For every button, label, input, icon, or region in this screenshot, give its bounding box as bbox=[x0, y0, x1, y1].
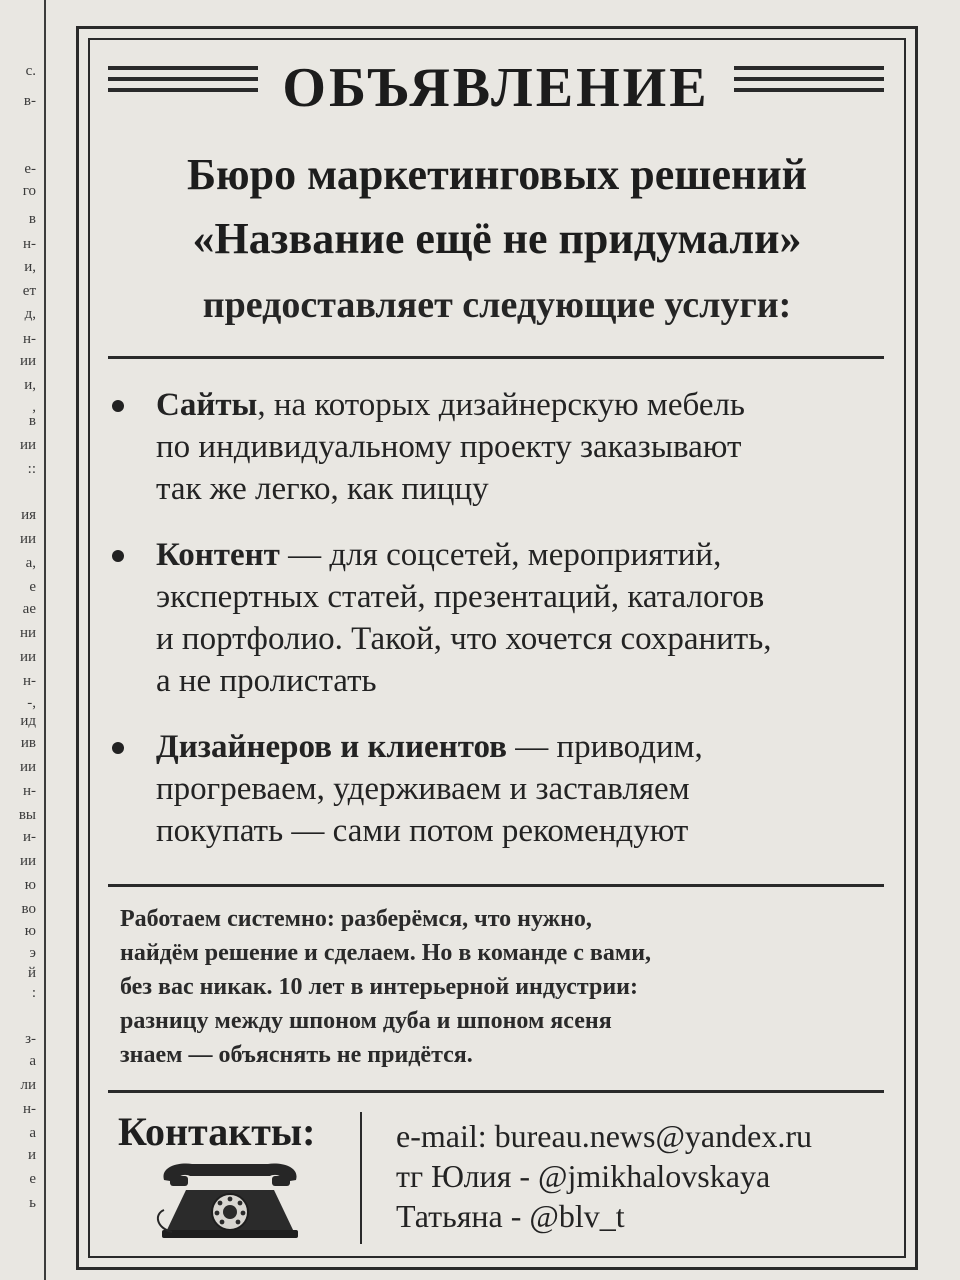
text-fragment: н- bbox=[22, 1101, 36, 1117]
service-title: Дизайнеров и клиентов bbox=[156, 729, 507, 765]
bullet-icon bbox=[112, 550, 124, 562]
text-fragment: -, bbox=[27, 695, 36, 711]
text-fragment: й bbox=[27, 965, 36, 981]
service-line: — для соцсетей, мероприятий, bbox=[279, 537, 722, 573]
text-fragment: го bbox=[22, 183, 36, 199]
service-line: и портфолио. Такой, что хочется сохранить, bbox=[156, 621, 772, 657]
text-fragment: ь bbox=[29, 1195, 36, 1211]
text-fragment: и, bbox=[24, 259, 36, 275]
about-line: разницу между шпоном дуба и шпоном ясеня bbox=[120, 1008, 612, 1034]
text-fragment: в bbox=[28, 211, 36, 227]
decorative-rule-right bbox=[734, 66, 884, 94]
bureau-quoted-name: «Название ещё не придумали» bbox=[192, 214, 802, 263]
text-fragment: и, bbox=[24, 377, 36, 393]
text-fragment: ае bbox=[22, 601, 36, 617]
about-line: найдём решение и сделаем. Но в команде с вами, bbox=[120, 940, 652, 966]
text-fragment: : bbox=[31, 985, 36, 1001]
text-fragment: е bbox=[29, 1171, 36, 1187]
decorative-rule-left bbox=[108, 66, 258, 94]
text-fragment: е- bbox=[24, 161, 36, 177]
service-title: Сайты bbox=[156, 387, 258, 423]
contact-email: e-mail: bureau.news@yandex.ru bbox=[396, 1118, 812, 1154]
text-fragment: а bbox=[29, 1125, 36, 1141]
service-line: экспертных статей, презентаций, каталогов bbox=[156, 579, 765, 615]
text-fragment: з- bbox=[25, 1031, 36, 1047]
text-fragment: в bbox=[28, 413, 36, 429]
service-line: — приводим, bbox=[507, 729, 703, 765]
section-divider bbox=[108, 884, 884, 887]
advertisement-heading bbox=[108, 56, 884, 122]
service-line: а не пролистать bbox=[156, 663, 377, 699]
service-title: Контент bbox=[156, 537, 280, 573]
section-divider bbox=[108, 356, 884, 359]
text-fragment: во bbox=[21, 901, 36, 917]
about-line: знаем — объяснять не придётся. bbox=[120, 1042, 473, 1068]
text-fragment: н- bbox=[22, 673, 36, 689]
contact-telegram-tatyana: Татьяна - @blv_t bbox=[396, 1198, 625, 1234]
rotary-telephone-icon bbox=[150, 1158, 310, 1240]
service-line: так же легко, как пиццу bbox=[156, 471, 489, 507]
text-fragment: д, bbox=[24, 306, 36, 322]
text-fragment: ни bbox=[19, 625, 36, 641]
text-fragment: :: bbox=[27, 461, 36, 477]
contacts-label: Контакты: bbox=[118, 1109, 316, 1154]
service-line: покупать — сами потом рекомендуют bbox=[156, 813, 689, 849]
text-fragment: вы bbox=[18, 807, 36, 823]
service-text bbox=[156, 384, 856, 510]
bullet-icon bbox=[112, 400, 124, 412]
column-divider bbox=[44, 0, 46, 1280]
contacts-divider bbox=[360, 1112, 362, 1244]
service-line: , на которых дизайнерскую мебель bbox=[257, 387, 745, 423]
text-fragment: ли bbox=[20, 1077, 36, 1093]
about-paragraph bbox=[120, 902, 860, 1072]
text-fragment: ии bbox=[19, 853, 36, 869]
text-fragment: ии bbox=[19, 531, 36, 547]
text-fragment: ии bbox=[19, 353, 36, 369]
about-line: Работаем системно: разберёмся, что нужно, bbox=[120, 906, 592, 932]
text-fragment: , bbox=[32, 399, 36, 415]
bureau-name-line: Бюро маркетинговых решений bbox=[186, 150, 808, 199]
text-fragment: ии bbox=[19, 649, 36, 665]
text-fragment: ии bbox=[19, 759, 36, 775]
text-fragment: н- bbox=[22, 236, 36, 252]
heading-title: ОБЪЯВЛЕНИЕ bbox=[282, 57, 710, 119]
text-fragment: и- bbox=[22, 829, 36, 845]
adjacent-column-fragment bbox=[0, 0, 44, 1280]
text-fragment: ив bbox=[20, 735, 36, 751]
services-intro: предоставляет следующие услуги: bbox=[202, 284, 792, 326]
text-fragment: ю bbox=[24, 877, 36, 893]
section-divider bbox=[108, 1090, 884, 1093]
text-fragment: ид bbox=[20, 713, 36, 729]
bullet-icon bbox=[112, 742, 124, 754]
text-fragment: с. bbox=[25, 63, 36, 79]
text-fragment: ии bbox=[19, 437, 36, 453]
text-fragment: е bbox=[29, 579, 36, 595]
text-fragment: э bbox=[29, 945, 36, 961]
text-fragment: н- bbox=[22, 331, 36, 347]
text-fragment: ет bbox=[22, 283, 36, 299]
service-text bbox=[156, 726, 856, 852]
service-line: прогреваем, удерживаем и заставляем bbox=[156, 771, 690, 807]
service-line: по индивидуальному проекту заказывают bbox=[156, 429, 742, 465]
text-fragment: а bbox=[29, 1053, 36, 1069]
text-fragment: а, bbox=[25, 555, 36, 571]
about-line: без вас никак. 10 лет в интерьерной индустрии: bbox=[120, 974, 638, 1000]
contact-telegram-yulia: тг Юлия - @jmikhalovskaya bbox=[396, 1158, 771, 1194]
service-text bbox=[156, 534, 856, 702]
text-fragment: и bbox=[27, 1147, 36, 1163]
text-fragment: ия bbox=[21, 507, 36, 523]
text-fragment: н- bbox=[22, 783, 36, 799]
text-fragment: в- bbox=[23, 93, 36, 109]
text-fragment: ю bbox=[24, 923, 36, 939]
